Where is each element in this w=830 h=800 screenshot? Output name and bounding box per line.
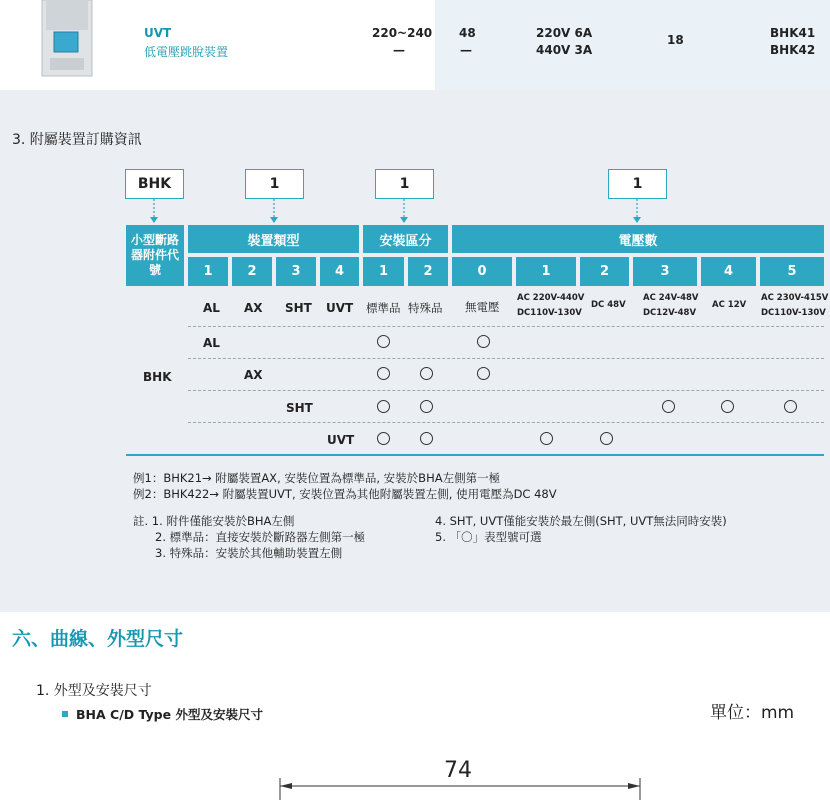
voltage-range: 220~240 — [372, 26, 433, 40]
label-ac12: AC 12V — [712, 300, 747, 310]
section-6-subtitle: 1. 外型及安裝尺寸 — [36, 683, 152, 699]
device-num-4: 4 — [320, 257, 359, 286]
label-dc12: DC12V-48V — [643, 308, 697, 318]
voltage-num-1: 1 — [516, 257, 576, 286]
option-circle — [721, 400, 734, 413]
option-circle — [377, 335, 390, 348]
code-box-install: 1 — [375, 169, 434, 199]
header-voltage: 電壓數 — [452, 225, 824, 253]
voltage-num-5: 5 — [760, 257, 824, 286]
note-3: 3. 特殊品：安裝於其他輔助裝置左側 — [155, 546, 343, 560]
header-breaker-code: 小型斷路器附件代號 — [126, 225, 184, 286]
example-2: 例2：BHK422→ 附屬裝置UVT, 安裝位置為其他附屬裝置左側, 使用電壓為DC 48V — [133, 487, 557, 501]
option-circle — [662, 400, 675, 413]
device-num-2: 2 — [232, 257, 272, 286]
option-circle — [377, 400, 390, 413]
option-circle — [420, 400, 433, 413]
install-num-1: 1 — [363, 257, 404, 286]
note-5: 5. 「〇」表型號可選 — [435, 530, 542, 544]
row-ax: AX — [244, 368, 263, 382]
option-circle — [377, 432, 390, 445]
row-uvt: UVT — [327, 433, 355, 447]
note-1: 註. 1. 附件僅能安裝於BHA左側 — [133, 514, 295, 528]
install-num-2: 2 — [408, 257, 448, 286]
label-ax: AX — [244, 301, 263, 315]
voltage-dash: — — [393, 43, 405, 57]
section-3-title: 3. 附屬裝置訂購資訊 — [12, 132, 142, 148]
rating-1: 220V 6A — [536, 26, 593, 40]
row-line-1 — [188, 326, 824, 327]
row-al: AL — [203, 336, 220, 350]
voltage-num-4: 4 — [701, 257, 756, 286]
connector-arrows — [0, 199, 830, 224]
label-standard: 標準品 — [366, 301, 401, 315]
row-line-3 — [188, 390, 824, 391]
breaker-product-image — [40, 0, 95, 78]
dimension-value: 74 — [444, 758, 472, 783]
device-num-3: 3 — [276, 257, 316, 286]
option-circle — [477, 367, 490, 380]
value-18: 18 — [667, 33, 684, 47]
label-uvt: UVT — [326, 301, 354, 315]
bhk-model-label: BHK — [143, 370, 172, 384]
header-device-type: 裝置類型 — [188, 225, 359, 253]
table-bottom-line — [126, 454, 824, 456]
header-install-type: 安裝區分 — [363, 225, 448, 253]
note-2: 2. 標準品：直接安裝於斷路器左側第一極 — [155, 530, 366, 544]
label-ac24: AC 24V-48V — [643, 293, 699, 303]
example-1: 例1：BHK21→ 附屬裝置AX, 安裝位置為標準品, 安裝於BHA左側第一極 — [133, 471, 501, 485]
label-ac230: AC 230V-415V — [761, 293, 829, 303]
code-box-voltage: 1 — [608, 169, 667, 199]
label-special: 特殊品 — [408, 301, 443, 315]
label-no-voltage: 無電壓 — [465, 300, 500, 314]
label-dc110-a: DC110V-130V — [517, 308, 582, 318]
bullet-square-icon — [62, 711, 68, 717]
bullet-title: BHA C/D Type 外型及安裝尺寸 — [76, 707, 263, 722]
unit-label: 單位：mm — [710, 703, 795, 723]
value-48: 48 — [459, 26, 476, 40]
model-2: BHK42 — [770, 43, 816, 57]
option-circle — [600, 432, 613, 445]
section-6-title: 六、曲線、外型尺寸 — [12, 628, 184, 650]
note-4: 4. SHT, UVT僅能安裝於最左側(SHT, UVT無法同時安裝) — [435, 514, 727, 528]
option-circle — [477, 335, 490, 348]
product-desc: 低電壓跳脫裝置 — [144, 45, 229, 59]
option-circle — [784, 400, 797, 413]
option-circle — [420, 432, 433, 445]
option-circle — [540, 432, 553, 445]
label-sht: SHT — [285, 301, 312, 315]
code-box-bhk: BHK — [125, 169, 184, 199]
label-al: AL — [203, 301, 220, 315]
voltage-num-2: 2 — [580, 257, 629, 286]
device-num-1: 1 — [188, 257, 228, 286]
label-ac220: AC 220V-440V — [517, 293, 585, 303]
option-circle — [420, 367, 433, 380]
voltage-num-0: 0 — [452, 257, 512, 286]
model-1: BHK41 — [770, 26, 816, 40]
code-box-device: 1 — [245, 169, 304, 199]
row-line-4 — [188, 422, 824, 423]
row-line-2 — [188, 358, 824, 359]
voltage-num-3: 3 — [633, 257, 697, 286]
label-dc48: DC 48V — [591, 300, 626, 310]
row-sht: SHT — [286, 401, 313, 415]
value-48-dash: — — [460, 43, 472, 57]
rating-2: 440V 3A — [536, 43, 593, 57]
label-dc110-b: DC110V-130V — [761, 308, 826, 318]
product-code: UVT — [144, 26, 172, 40]
option-circle — [377, 367, 390, 380]
